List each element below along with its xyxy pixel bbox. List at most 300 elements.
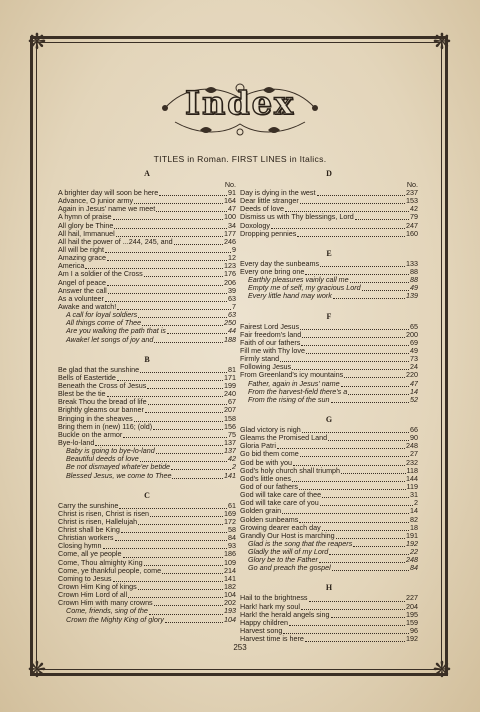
entry-text: Break Thou the bread of life [58, 398, 147, 407]
entry-text: Fill me with Thy love [240, 346, 305, 355]
dot-leader [280, 356, 409, 362]
hymn-number: 24 [410, 363, 418, 372]
title-entry [58, 575, 236, 583]
section-spacer [240, 572, 418, 582]
hymn-number: 186 [224, 550, 236, 559]
dot-leader [153, 424, 223, 430]
entry-text: God will take care of you [240, 499, 319, 508]
hymn-number: 133 [406, 259, 418, 268]
title-entry [240, 532, 418, 540]
entry-text: Awake! let songs of joy and [66, 335, 154, 344]
hymn-number: 192 [406, 539, 418, 548]
hymn-number: 27 [410, 450, 418, 459]
entry-text: Answer the call [58, 286, 107, 295]
entry-text: God will take care of thee [240, 491, 322, 500]
hymn-number: 193 [224, 607, 236, 616]
corner-ornament-icon: ❋ [27, 658, 47, 683]
entry-text: Following Jesus [240, 363, 292, 372]
entry-text: Fairest Lord Jesus [240, 322, 300, 331]
hymn-number: 90 [410, 434, 418, 443]
number-column-header: No. [406, 180, 418, 189]
entry-text: Fair freedom's land [240, 330, 302, 339]
first-line-entry [58, 311, 236, 319]
hymn-number: 220 [406, 371, 418, 380]
dot-leader [105, 296, 227, 302]
hymn-number: 200 [406, 330, 418, 339]
dot-leader [300, 324, 409, 330]
entry-text: Blessed Jesus, we come to Thee [66, 471, 172, 480]
hymn-number: 47 [228, 205, 236, 214]
entry-text: Earthly pleasures vainly call me [248, 276, 349, 285]
dot-leader [144, 271, 223, 277]
dot-leader [282, 508, 409, 514]
entry-text: Be glad that the sunshine [58, 365, 140, 374]
section-letter: G [325, 414, 333, 424]
title-entry [240, 442, 418, 450]
title-entry [240, 459, 418, 467]
dot-leader [119, 503, 227, 509]
hymn-number: 7 [232, 302, 236, 311]
entry-text: Bye-lo-land [58, 438, 95, 447]
section-spacer [240, 238, 418, 248]
dot-leader [123, 432, 227, 438]
entry-text: Growing dearer each day [240, 523, 321, 532]
title-entry [58, 382, 236, 390]
first-line-entry [240, 564, 418, 572]
entry-text: Doxology [240, 221, 270, 230]
hymn-number: 73 [410, 355, 418, 364]
entry-text: Go bid them come [240, 450, 299, 459]
hymn-number: 137 [224, 438, 236, 447]
hymn-number: 84 [228, 534, 236, 543]
entry-text: A hymn of praise [58, 213, 112, 222]
hymn-number: 248 [406, 556, 418, 565]
dot-leader [142, 320, 223, 326]
title-entry [58, 510, 236, 518]
title-entry [240, 268, 418, 276]
title-entry [58, 406, 236, 414]
entry-text: Bring them in (new) 116; (old) [58, 422, 153, 431]
index-legend: TITLES in Roman. FIRST LINES in Italics. [153, 154, 327, 164]
corner-ornament-icon: ❋ [432, 30, 452, 55]
entry-text: Every little hand may work [248, 292, 332, 301]
dot-leader [138, 584, 223, 590]
title-entry [58, 270, 236, 278]
hymn-number: 69 [410, 338, 418, 347]
title-entry [240, 475, 418, 483]
hymn-number: 144 [406, 474, 418, 483]
dot-leader [305, 269, 409, 275]
title-entry [58, 303, 236, 311]
title-entry [58, 254, 236, 262]
title-entry [58, 213, 236, 221]
dot-leader [348, 389, 409, 395]
hymn-number: 84 [410, 564, 418, 573]
entry-text: Firmly stand [240, 355, 280, 364]
entry-text: Crown the Mighty King of glory [66, 615, 164, 624]
dot-leader [165, 617, 223, 623]
entry-text: Christ is risen, Christ is risen [58, 509, 150, 518]
first-line-entry [240, 380, 418, 388]
hymn-number: 199 [224, 381, 236, 390]
hymn-number: 12 [228, 254, 236, 263]
entry-text: Come, friends, sing of the [66, 607, 148, 616]
entry-text: Every one bring one [240, 267, 305, 276]
dot-leader [85, 263, 223, 269]
entry-text: Dear little stranger [240, 197, 299, 206]
hymn-number: 31 [410, 491, 418, 500]
section-letter: B [144, 354, 150, 364]
hymn-number: 39 [228, 286, 236, 295]
dot-leader [144, 560, 223, 566]
dot-leader [300, 198, 405, 204]
hymn-number: 123 [224, 262, 236, 271]
entry-text: Are you walking the path that is [66, 327, 166, 336]
hymn-number: 109 [224, 558, 236, 567]
entry-text: Carry the sunshine [58, 501, 119, 510]
entry-text: Angel of peace [58, 278, 106, 287]
hymn-number: 34 [228, 221, 236, 230]
dot-leader [154, 337, 223, 343]
hymn-number: 247 [406, 221, 418, 230]
first-line-entry [58, 447, 236, 455]
dot-leader [117, 304, 231, 310]
entry-text: Bells of Eastertide [58, 373, 116, 382]
entry-text: Christ is risen, Hallelujah [58, 517, 138, 526]
section-spacer [240, 404, 418, 414]
entry-text: Christian workers [58, 534, 114, 543]
title-entry [58, 279, 236, 287]
dot-leader [116, 231, 223, 237]
section-letter: A [144, 169, 150, 178]
dot-leader [300, 451, 409, 457]
entry-text: Again in Jesus' name we meet [58, 205, 156, 214]
dot-leader [305, 636, 405, 642]
entry-text: Hail to the brightness [240, 594, 308, 603]
hymn-number: 49 [410, 284, 418, 293]
dot-leader [138, 519, 223, 525]
entry-text: Crown Him King of kings [58, 583, 137, 592]
hymn-number: 2 [232, 463, 236, 472]
hymn-number: 118 [406, 466, 418, 475]
hymn-number: 177 [224, 229, 236, 238]
title-entry [240, 483, 418, 491]
title-entry [58, 189, 236, 197]
hymn-number: 63 [228, 294, 236, 303]
title-entry [58, 502, 236, 510]
hymn-number: 204 [406, 602, 418, 611]
entry-text: Beneath the Cross of Jesus [58, 381, 147, 390]
dot-leader [147, 383, 223, 389]
title-entry [240, 371, 418, 379]
entry-text: All will be right [58, 245, 104, 254]
dot-leader [336, 533, 405, 539]
title-entry [58, 197, 236, 205]
hymn-number: 22 [410, 548, 418, 557]
dot-leader [299, 517, 409, 523]
dot-leader [107, 280, 223, 286]
dot-leader [297, 231, 405, 237]
dot-leader [115, 535, 227, 541]
hymn-number: 160 [406, 229, 418, 238]
hymn-number: 104 [224, 591, 236, 600]
hymn-number: 9 [232, 245, 236, 254]
dot-leader [350, 277, 409, 283]
first-line-entry [58, 472, 236, 480]
entry-text: Gloria Patri [240, 442, 276, 451]
dot-leader [113, 214, 223, 220]
hymn-number: 65 [410, 322, 418, 331]
dot-leader [114, 223, 227, 229]
title-entry [240, 347, 418, 355]
dot-leader [306, 348, 409, 354]
hymn-number: 156 [224, 422, 236, 431]
hymn-number: 141 [224, 574, 236, 583]
entry-text: Buckle on the armor [58, 430, 123, 439]
title-entry [58, 246, 236, 254]
title-entry [58, 374, 236, 382]
dot-leader [302, 427, 409, 433]
hymn-number: 119 [406, 482, 418, 491]
dot-leader [333, 293, 405, 299]
dot-leader [150, 511, 223, 517]
title-entry [58, 526, 236, 534]
section-letter: E [326, 248, 332, 258]
dot-leader [301, 340, 409, 346]
dot-leader [121, 527, 227, 533]
entry-text: A call for loyal soldiers [66, 311, 138, 320]
dot-leader [341, 468, 405, 474]
entry-text: Dropping pennies [240, 229, 297, 238]
hymn-number: 250 [224, 319, 236, 328]
hymn-number: 96 [410, 627, 418, 636]
hymn-number: 67 [228, 398, 236, 407]
entry-text: Crown Him Lord of all [58, 591, 128, 600]
hymn-number: 100 [224, 213, 236, 222]
entry-text: All hail, Immanuel [58, 229, 115, 238]
title-entry [240, 213, 418, 221]
dot-leader [328, 435, 409, 441]
dot-leader [95, 440, 223, 446]
hymn-number: 66 [410, 425, 418, 434]
entry-text: Harvest time is here [240, 635, 304, 644]
dot-leader [103, 543, 227, 549]
dot-leader [148, 399, 227, 405]
dot-leader [309, 596, 405, 602]
dot-leader [138, 312, 227, 318]
hymn-number: 192 [406, 635, 418, 644]
entry-text: Amazing grace [58, 254, 106, 263]
index-column-right [240, 168, 418, 643]
title-entry [58, 542, 236, 550]
hymn-number: 171 [224, 373, 236, 382]
entry-text: Beautiful deeds of love [66, 455, 139, 464]
hymn-number: 248 [406, 442, 418, 451]
dot-leader [108, 288, 227, 294]
hymn-number: 61 [228, 501, 236, 510]
entry-text: Father, again in Jesus' name [248, 379, 340, 388]
hymn-number: 88 [410, 276, 418, 285]
hymn-number: 237 [406, 189, 418, 197]
dot-leader [134, 198, 223, 204]
dot-leader [156, 206, 227, 212]
dot-leader [299, 484, 406, 490]
dot-leader [167, 328, 227, 334]
dot-leader [320, 500, 413, 506]
dot-leader [277, 443, 405, 449]
entry-text: Gleams the Promised Land [240, 434, 328, 443]
title-entry [240, 516, 418, 524]
first-line-entry [58, 616, 236, 624]
title-entry [58, 262, 236, 270]
hymn-number: 42 [410, 205, 418, 214]
hymn-number: 14 [410, 507, 418, 516]
title-entry [240, 189, 418, 197]
first-line-entry [58, 455, 236, 463]
hymn-number: 137 [224, 447, 236, 456]
hymn-number: 88 [410, 267, 418, 276]
section-spacer [240, 301, 418, 311]
dot-leader [331, 612, 406, 618]
entry-text: Glory be to the Father [248, 556, 318, 565]
corner-ornament-icon: ❋ [27, 30, 47, 55]
first-line-entry [240, 284, 418, 292]
entry-text: All things come of Thee [66, 319, 142, 328]
entry-text: Glad is the song that the reapers [248, 539, 353, 548]
entry-text: From Greenland's icy mountains [240, 371, 344, 380]
entry-text: Brightly gleams our banner [58, 406, 144, 415]
section-spacer [58, 344, 236, 354]
entry-text: Come, all ye people [58, 550, 122, 559]
dot-leader [128, 592, 223, 598]
title-entry [58, 238, 236, 246]
entry-text: Day is dying in the west [240, 189, 316, 197]
hymn-number: 159 [406, 618, 418, 627]
entry-text: Blest be the tie [58, 390, 106, 399]
entry-text: Faith of our fathers [240, 338, 301, 347]
dot-leader [283, 628, 409, 634]
entry-text: Hark! the herald angels sing [240, 610, 330, 619]
hymn-number: 227 [406, 594, 418, 603]
dot-leader [362, 285, 409, 291]
title-entry [58, 398, 236, 406]
first-line-entry [240, 556, 418, 564]
entry-text: Crown Him with many crowns [58, 599, 153, 608]
hymn-number: 232 [406, 458, 418, 467]
hymn-number: 188 [224, 335, 236, 344]
title-entry [240, 339, 418, 347]
dot-leader [293, 460, 405, 466]
entry-text: From the harvest-field there's a [248, 387, 348, 396]
title-entry [240, 363, 418, 371]
dot-leader [154, 600, 223, 606]
title-entry [58, 559, 236, 567]
entry-text: Come, Thou almighty King [58, 558, 143, 567]
hymn-number: 172 [224, 517, 236, 526]
entry-text: Dismiss us with Thy blessings, Lord [240, 213, 354, 222]
entry-text: Happy children [240, 618, 288, 627]
title-entry [240, 331, 418, 339]
entry-text: Closing hymn [58, 542, 102, 551]
index-column-left [58, 168, 236, 624]
dot-leader [117, 375, 223, 381]
first-line-entry [240, 276, 418, 284]
title-entry [58, 366, 236, 374]
entry-text: Harvest song [240, 627, 283, 636]
hymn-number: 14 [410, 387, 418, 396]
dot-leader [317, 190, 405, 196]
dot-leader [159, 190, 227, 196]
hymn-number: 158 [224, 414, 236, 423]
dot-leader [271, 223, 405, 229]
title-entry [240, 603, 418, 611]
entry-text: God's little ones [240, 474, 291, 483]
dot-leader [292, 476, 405, 482]
dot-leader [344, 372, 405, 378]
dot-leader [171, 464, 231, 470]
entry-text: From the rising of the sun [248, 395, 330, 404]
entry-text: God be with you [240, 458, 292, 467]
hymn-number: 207 [224, 406, 236, 415]
title-entry [58, 583, 236, 591]
first-line-entry [240, 548, 418, 556]
entry-text: Baby is going to bye-lo-land [66, 447, 155, 456]
dot-leader [320, 261, 405, 267]
hymn-number: 153 [406, 197, 418, 206]
title-entry [58, 287, 236, 295]
dot-leader [113, 576, 223, 582]
entry-text: Hark! hark my soul [240, 602, 300, 611]
entry-text: Golden grain [240, 507, 282, 516]
entry-text: Go and preach the gospel [248, 564, 331, 573]
title-entry [58, 534, 236, 542]
title-entry [58, 550, 236, 558]
title-entry [58, 423, 236, 431]
first-line-entry [58, 336, 236, 344]
entry-text: Awake and watch! [58, 302, 117, 311]
dot-leader [353, 541, 405, 547]
title-entry [240, 450, 418, 458]
dot-leader [302, 332, 405, 338]
entry-text: Grandly Our Host is marching [240, 531, 335, 540]
entry-text: Deeds of love [240, 205, 284, 214]
title-entry [240, 222, 418, 230]
title-entry [240, 426, 418, 434]
first-line-entry [240, 292, 418, 300]
number-column-header: No. [224, 180, 236, 189]
title-entry [58, 518, 236, 526]
title-entry [58, 431, 236, 439]
dot-leader [140, 367, 227, 373]
dot-leader [107, 391, 223, 397]
dot-leader [162, 568, 223, 574]
section-spacer [58, 480, 236, 490]
title-entry [240, 611, 418, 619]
title-entry [58, 415, 236, 423]
hymn-number: 82 [410, 515, 418, 524]
hymn-number: 139 [406, 292, 418, 301]
hymn-number: 75 [228, 430, 236, 439]
dot-leader [174, 239, 223, 245]
hymn-number: 47 [410, 379, 418, 388]
corner-ornament-icon: ❋ [432, 658, 452, 683]
title-entry [240, 491, 418, 499]
dot-leader [319, 557, 405, 563]
entry-text: Be not dismayed whate'er betide [66, 463, 171, 472]
dot-leader [123, 552, 223, 558]
hymn-number: 81 [228, 365, 236, 374]
entry-text: God's holy church shall triumph [240, 466, 341, 475]
